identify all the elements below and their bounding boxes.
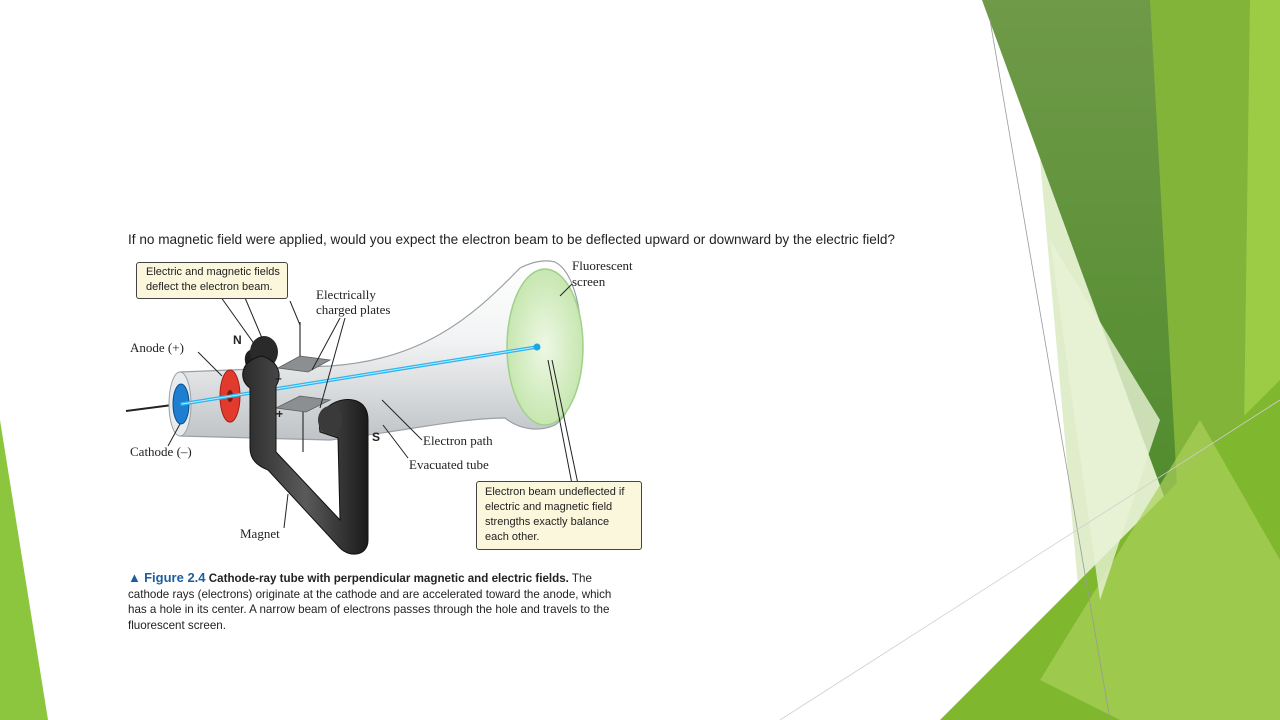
figure-number: Figure 2.4 <box>144 570 206 585</box>
callout-fields-deflect-line-2: deflect the electron beam. <box>146 281 273 293</box>
figure-title: Cathode-ray tube with perpendicular magnetic and electric fields. <box>208 572 569 585</box>
label-charged-plates-2: charged plates <box>316 302 391 317</box>
callout-beam-undeflected-line-1: Electron beam undeflected if <box>485 486 625 498</box>
label-south-pole: S <box>372 430 381 444</box>
label-minus: – <box>275 371 282 385</box>
label-anode: Anode (+) <box>130 340 184 355</box>
label-magnet: Magnet <box>240 526 280 541</box>
beam-spot <box>534 344 541 351</box>
figure-caption <box>128 570 628 633</box>
label-evacuated-tube: Evacuated tube <box>409 457 489 472</box>
callout-beam-undeflected-line-2: electric and magnetic field <box>485 501 613 513</box>
callout-beam-undeflected-line-4: each other. <box>485 531 540 543</box>
label-cathode: Cathode (–) <box>130 444 192 459</box>
callout-fields-deflect-line-1: Electric and magnetic fields <box>146 266 280 278</box>
magnet-south-pole <box>318 406 342 434</box>
question-text: If no magnetic field were applied, would you expect the electron beam to be deflected upward or downward by the electric field? <box>128 232 895 247</box>
label-north-pole: N <box>233 333 242 347</box>
fluorescent-screen <box>507 269 583 425</box>
callout-fields-deflect <box>136 262 288 299</box>
callout-beam-undeflected <box>476 481 642 550</box>
label-fluorescent-screen-2: screen <box>572 274 606 289</box>
label-plus: + <box>276 407 284 421</box>
label-charged-plates-1: Electrically <box>316 287 376 302</box>
figure-body: The cathode rays (electrons) originate at the cathode and are accelerated toward the anode, which has a hole in its center. A narrow beam of electrons passes through the hole and travels to the fluorescent screen. <box>128 572 612 632</box>
label-electron-path: Electron path <box>423 433 493 448</box>
label-fluorescent-screen-1: Fluorescent <box>572 258 633 273</box>
figure-marker: ▲ <box>128 570 141 585</box>
callout-beam-undeflected-line-3: strengths exactly balance <box>485 516 610 528</box>
